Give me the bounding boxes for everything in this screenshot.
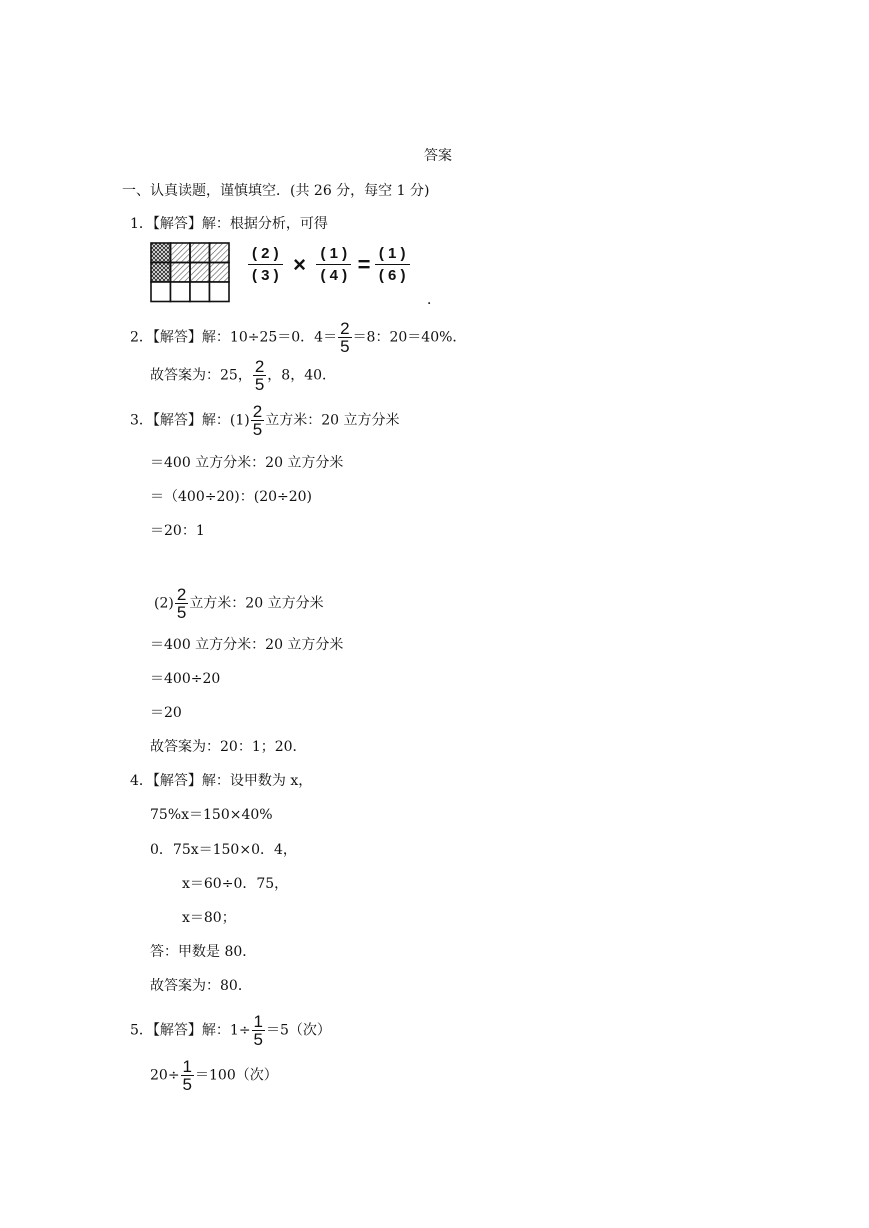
numerator: 1	[182, 1057, 193, 1076]
q2-answer	[150, 358, 336, 393]
grid-cell-shaded	[210, 243, 230, 263]
q5-line2-post: ＝100（次）	[195, 1067, 278, 1084]
grid-cell-empty	[171, 282, 191, 302]
q3-part2-post: 立方米：20 立方分米	[189, 595, 324, 612]
fraction-2-5	[175, 586, 188, 621]
fraction-1-4	[316, 244, 351, 285]
q3-post: 立方米：20 立方分米	[265, 412, 400, 429]
q4-line2: 75%x＝150×40%	[150, 807, 273, 823]
denominator: 5	[340, 337, 350, 356]
grid-cell-shaded	[210, 263, 230, 283]
q1-equation	[248, 244, 410, 285]
denominator: ( 3 )	[248, 264, 283, 285]
grid-cell-double-shaded	[151, 263, 171, 283]
equals-sign: =	[357, 251, 371, 277]
q5-post: ＝5（次）	[266, 1022, 331, 1039]
numerator: 1	[253, 1012, 264, 1031]
q2-line1	[130, 320, 466, 355]
fraction-2-5	[251, 403, 264, 438]
q2-answer-post: ，8，40．	[267, 367, 337, 384]
q4-line5: x＝80；	[182, 910, 236, 926]
grid-cell-empty	[151, 282, 171, 302]
q3-line3: ＝（400÷20)：(20÷20)	[150, 489, 313, 505]
q3-line6: ＝400 立方分米：20 立方分米	[150, 637, 344, 653]
denominator: ( 6 )	[375, 264, 410, 285]
numerator: 2	[252, 402, 263, 421]
numerator: 2	[340, 319, 350, 338]
fraction-1-6	[375, 244, 410, 285]
numerator: 2	[254, 357, 265, 376]
q1-label: 1．【解答】解：根据分析，可得	[130, 216, 328, 232]
grid-cell-shaded	[190, 243, 210, 263]
q2-pre: 2．【解答】解：10÷25＝0．4＝	[130, 329, 338, 346]
q4-line4: x＝60÷0．75，	[182, 876, 289, 892]
q3-part2-pre: (2)	[154, 595, 174, 612]
q3-line8: ＝20	[150, 705, 182, 721]
times-sign: ×	[293, 251, 306, 277]
fraction-1-5	[252, 1013, 265, 1048]
q5-line2-pre: 20÷	[150, 1067, 180, 1084]
q3-answer: 故答案为：20：1；20．	[150, 739, 307, 755]
grid-cell-shaded	[190, 263, 210, 283]
q3-line2: ＝400 立方分米：20 立方分米	[150, 455, 344, 471]
grid-cell-empty	[190, 282, 210, 302]
q4-line3: 0．75x＝150×0．4，	[150, 842, 297, 858]
q2-post: ＝8：20＝40%．	[352, 329, 467, 346]
q3-line1	[130, 403, 399, 438]
denominator: 5	[182, 1075, 193, 1094]
q5-line1	[130, 1013, 331, 1048]
fraction-1-5	[181, 1058, 194, 1093]
q3-line4: ＝20：1	[150, 523, 205, 539]
numerator: ( 1 )	[320, 245, 348, 262]
denominator: 5	[252, 420, 263, 439]
denominator: 5	[176, 603, 187, 622]
q1-fraction-grid	[150, 242, 232, 304]
denominator: 5	[253, 1030, 264, 1049]
grid-cell-shaded	[171, 263, 191, 283]
fraction-2-5	[338, 320, 351, 355]
q5-pre: 5．【解答】解：1÷	[130, 1022, 251, 1039]
q3-line7: ＝400÷20	[150, 671, 221, 687]
grid-cell-double-shaded	[151, 243, 171, 263]
denominator: ( 4 )	[316, 264, 351, 285]
q1-period: ．	[427, 292, 441, 308]
q4-answer: 故答案为：80．	[150, 978, 252, 994]
q2-answer-pre: 故答案为：25，	[150, 367, 252, 384]
denominator: 5	[254, 375, 265, 394]
page-title: 答案	[424, 148, 452, 164]
section-heading: 一、认真读题，谨慎填空．(共 26 分，每空 1 分)	[122, 183, 430, 199]
q5-line2	[150, 1058, 278, 1093]
grid-cell-empty	[210, 282, 230, 302]
grid-cell-shaded	[171, 243, 191, 263]
q4-line1: 4．【解答】解：设甲数为 x，	[130, 773, 313, 789]
fraction-2-3	[248, 244, 283, 285]
q4-line6: 答：甲数是 80．	[150, 944, 257, 960]
numerator: 2	[176, 585, 187, 604]
numerator: ( 1 )	[378, 245, 406, 262]
q3-part2	[154, 586, 324, 621]
fraction-2-5	[253, 358, 266, 393]
q3-pre: 3．【解答】解：(1)	[130, 412, 250, 429]
numerator: ( 2 )	[252, 245, 279, 262]
